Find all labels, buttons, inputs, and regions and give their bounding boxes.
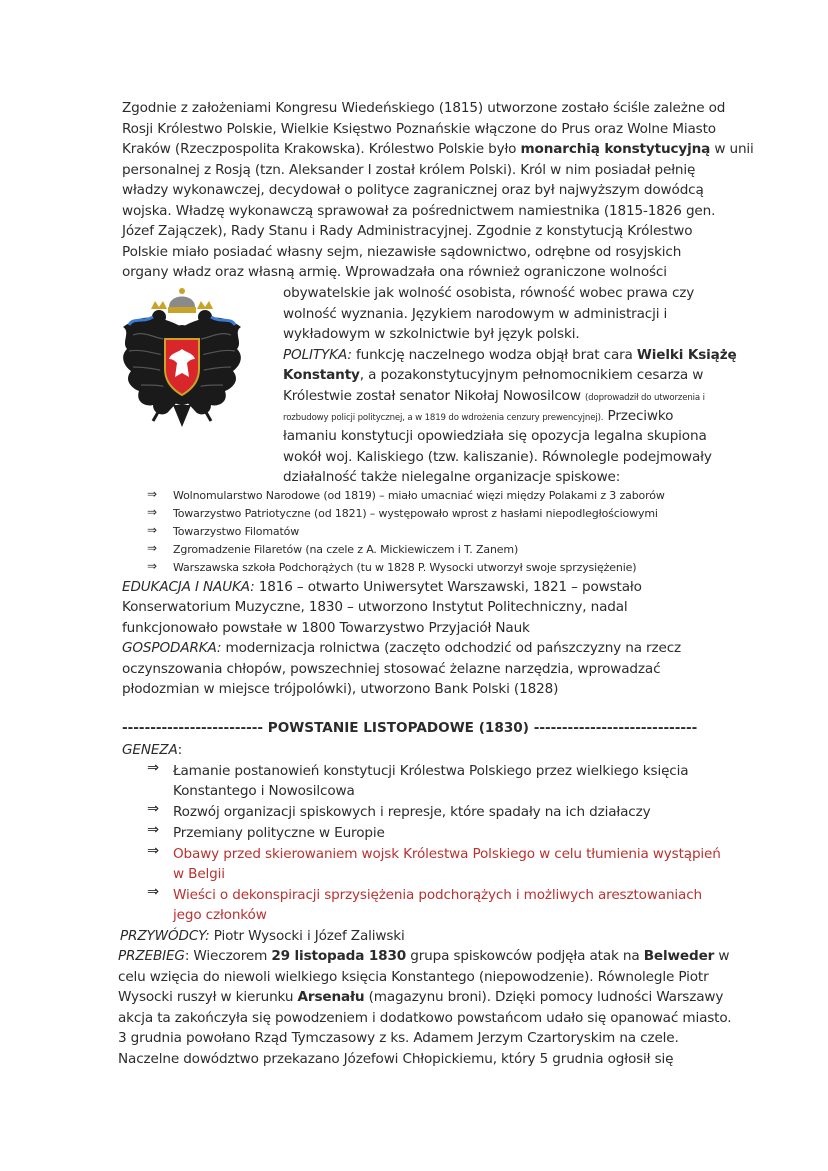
section-heading: ------------------------- POWSTANIE LISTOPADOWE (1830) ----------------------------- bbox=[122, 720, 698, 736]
list-item-continuation: Konstantego i Nowosilcowa bbox=[173, 783, 355, 799]
text-line: PRZEBIEG: Wieczorem 29 listopada 1830 grupa spiskowców podjęła atak na Belweder w bbox=[118, 948, 730, 964]
text-line: celu wzięcia do niewoli wielkiego księcia Konstantego (niepowodzenie). Równolegle Piotr bbox=[118, 969, 709, 985]
text-line: GENEZA: bbox=[122, 742, 183, 758]
arrow-icon: ⇒ bbox=[147, 487, 158, 501]
text-line: wykładowym w szkolnictwie był język polski. bbox=[283, 326, 580, 342]
list-item-continuation: jego członków bbox=[173, 907, 267, 923]
list-item: Wolnomularstwo Narodowe (od 1819) – miało umacniać więzi między Polakami z 3 zaborów bbox=[173, 489, 665, 502]
bold-term: 29 listopada 1830 bbox=[271, 948, 407, 964]
text-line: Konserwatorium Muzyczne, 1830 – utworzono Instytut Politechniczny, nadal bbox=[122, 599, 628, 615]
text-line: rozbudowy policji politycznej, a w 1819 do wdrożenia cenzury prewencyjnej). Przeciwko bbox=[283, 408, 674, 424]
list-item: Wieści o dekonspiracji sprzysiężenia podchorążych i możliwych aresztowaniach bbox=[173, 887, 703, 903]
list-item: Rozwój organizacji spiskowych i represje, które spadały na ich działaczy bbox=[173, 804, 651, 820]
text-line: Wysocki ruszył w kierunku Arsenału (magazynu broni). Dzięki pomocy ludności Warszawy bbox=[118, 989, 724, 1005]
text-line: Konstanty, a pozakonstytucyjnym pełnomocnikiem cesarza w bbox=[283, 367, 704, 383]
text-line: GOSPODARKA: modernizacja rolnictwa (zaczęto odchodzić od pańszczyzny na rzecz bbox=[122, 640, 681, 656]
list-item: Towarzystwo Filomatów bbox=[173, 525, 300, 538]
text-line: władzy wykonawczej, decydował o polityce zagranicznej oraz był najwyższym dowódcą bbox=[122, 182, 704, 198]
text-line: PRZYWÓDCY: Piotr Wysocki i Józef Zaliwski bbox=[120, 928, 405, 944]
text-line: Kraków (Rzeczpospolita Krakowska). Królestwo Polskie było monarchią konstytucyjną w unii bbox=[122, 141, 754, 157]
arrow-icon: ⇒ bbox=[147, 559, 158, 573]
text-line: działalność także nielegalne organizacje spiskowe: bbox=[283, 469, 621, 485]
section-label: GENEZA bbox=[122, 742, 178, 758]
bold-term: monarchią konstytucyjną bbox=[520, 141, 711, 157]
list-item-continuation: w Belgii bbox=[173, 866, 225, 882]
list-item: Towarzystwo Patriotyczne (od 1821) – występowało wprost z hasłami niepodległościowymi bbox=[173, 507, 658, 520]
list-item: Przemiany polityczne w Europie bbox=[173, 825, 385, 841]
text-line: oczynszowania chłopów, powszechniej stosować żelazne narzędzia, wprowadzać bbox=[122, 661, 661, 677]
bold-term: Konstanty bbox=[283, 367, 360, 383]
text-line: wolność wyznania. Językiem narodowym w administracji i bbox=[283, 306, 668, 322]
bold-term: Belweder bbox=[643, 948, 715, 964]
text-line: 3 grudnia powołano Rząd Tymczasowy z ks. Adamem Jerzym Czartoryskim na czele. bbox=[118, 1030, 679, 1046]
text-line: Rosji Królestwo Polskie, Wielkie Księstwo Poznańskie włączone do Prus oraz Wolne Miasto bbox=[122, 121, 716, 137]
bold-term: Arsenału bbox=[297, 989, 365, 1005]
list-item: Zgromadzenie Filaretów (na czele z A. Mickiewiczem i T. Zanem) bbox=[173, 543, 519, 556]
bold-term: Wielki Książę bbox=[636, 347, 737, 363]
text-line: Polskie miało posiadać własny sejm, niezawisłe sądownictwo, odrębne od rosyjskich bbox=[122, 244, 682, 260]
text-line: EDUKACJA I NAUKA: 1816 – otwarto Uniwersytet Warszawski, 1821 – powstało bbox=[122, 579, 642, 595]
text-line: Królestwie został senator Nikołaj Nowosilcow (doprowadził do utworzenia i bbox=[283, 388, 705, 404]
section-label: GOSPODARKA: bbox=[122, 640, 222, 656]
arrow-icon: ⇒ bbox=[147, 505, 158, 519]
arrow-icon: ⇒ bbox=[147, 843, 160, 859]
text-line: Naczelne dowództwo przekazano Józefowi Chłopickiemu, który 5 grudnia ogłosił się bbox=[118, 1051, 674, 1067]
text-line: wojska. Władzę wykonawczą sprawował za pośrednictwem namiestnika (1815-1826 gen. bbox=[122, 203, 716, 219]
text-line: personalnej z Rosją (tzn. Aleksander I został królem Polski). Król w nim posiadał pełnię bbox=[122, 162, 696, 178]
arrow-icon: ⇒ bbox=[147, 822, 160, 838]
text-line: obywatelskie jak wolność osobista, równość wobec prawa czy bbox=[283, 285, 695, 301]
text-line: akcja ta zakończyła się powodzeniem i dodatkowo powstańcom udało się opanować miasto. bbox=[118, 1010, 732, 1026]
arrow-icon: ⇒ bbox=[147, 541, 158, 555]
section-label: PRZEBIEG bbox=[118, 948, 185, 964]
arrow-icon: ⇒ bbox=[147, 884, 160, 900]
text-line: Zgodnie z założeniami Kongresu Wiedeńskiego (1815) utworzone zostało ściśle zależne od bbox=[122, 100, 726, 116]
arrow-icon: ⇒ bbox=[147, 801, 160, 817]
text-line: POLITYKA: funkcję naczelnego wodza objął brat cara Wielki Książę bbox=[283, 347, 737, 363]
text-line: organy władz oraz własną armię. Wprowadzała ona również ograniczone wolności bbox=[122, 264, 667, 280]
list-item: Warszawska szkoła Podchorążych (tu w 1828 P. Wysocki utworzył swoje sprzysiężenie) bbox=[173, 561, 637, 574]
arrow-icon: ⇒ bbox=[147, 760, 160, 776]
section-label: PRZYWÓDCY: bbox=[120, 928, 210, 944]
coat-of-arms-icon bbox=[113, 287, 251, 449]
arrow-icon: ⇒ bbox=[147, 523, 158, 537]
list-item: Łamanie postanowień konstytucji Królestwa Polskiego przez wielkiego księcia bbox=[173, 763, 689, 779]
section-label: POLITYKA: bbox=[283, 347, 352, 363]
text-line: funkcjonowało powstałe w 1800 Towarzystwo Przyjaciół Nauk bbox=[122, 620, 530, 636]
list-item: Obawy przed skierowaniem wojsk Królestwa Polskiego w celu tłumienia wystąpień bbox=[173, 846, 721, 862]
text-line: płodozmian w miejsce trójpolówki), utworzono Bank Polski (1828) bbox=[122, 681, 559, 697]
text-line: Józef Zajączek), Rady Stanu i Rady Administracyjnej. Zgodnie z konstytucją Królestwo bbox=[122, 223, 693, 239]
text-line: wokół woj. Kaliskiego (tzw. kaliszanie). Równolegle podejmowały bbox=[283, 449, 712, 465]
text-line: łamaniu konstytucji opowiedziała się opozycja legalna skupiona bbox=[283, 428, 707, 444]
section-label: EDUKACJA I NAUKA: bbox=[122, 579, 255, 595]
